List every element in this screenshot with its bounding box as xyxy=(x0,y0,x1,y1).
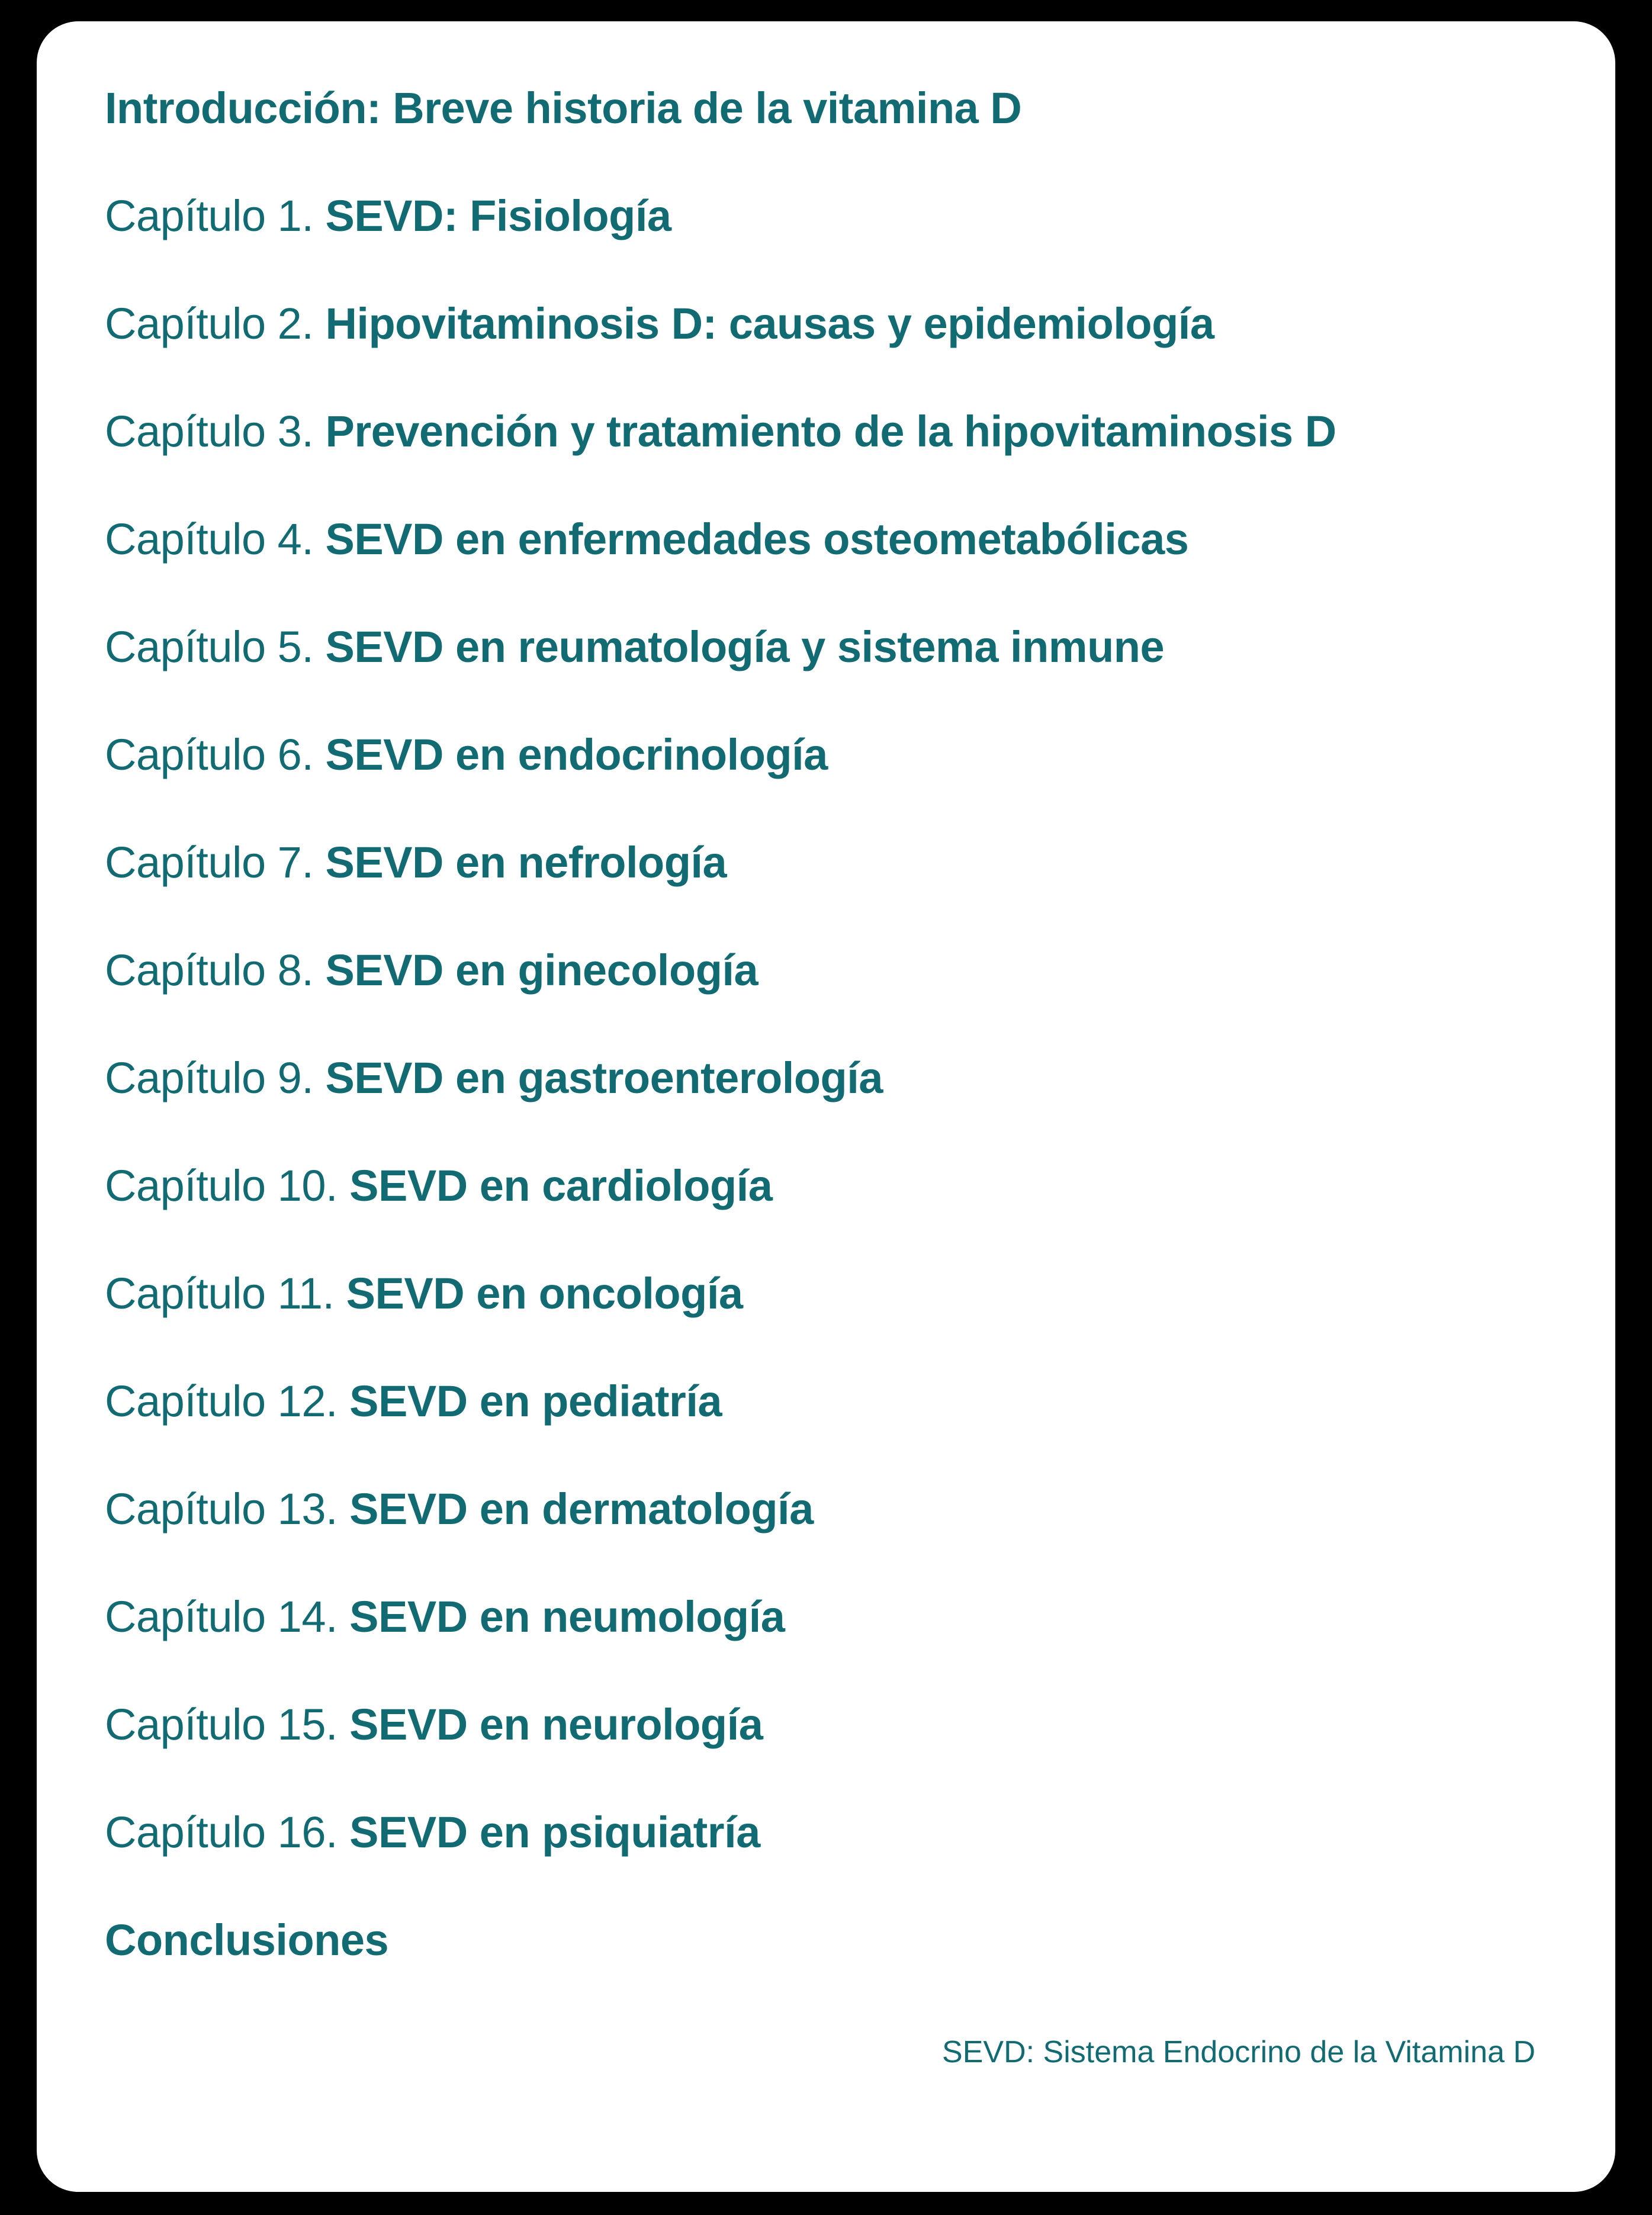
toc-item[interactable] xyxy=(105,730,1580,779)
toc-item[interactable] xyxy=(105,1808,1580,1857)
footnote-abbreviation: SEVD: Sistema Endocrino de la Vitamina D xyxy=(942,2035,1535,2069)
toc-item-title: SEVD en dermatología xyxy=(338,1484,814,1534)
toc-item-title: Prevención y tratamiento de la hipovitaminosis D xyxy=(313,407,1336,456)
toc-item[interactable] xyxy=(105,191,1580,240)
toc-item-title: SEVD en neumología xyxy=(338,1592,785,1641)
toc-item-lead: Capítulo 8. xyxy=(105,946,314,995)
toc-item-lead: Capítulo 6. xyxy=(105,730,314,779)
toc-item-lead: Capítulo 4. xyxy=(105,515,314,564)
toc-item-title: Breve historia de la vitamina D xyxy=(381,83,1022,133)
toc-item-lead: Capítulo 7. xyxy=(105,838,314,887)
toc-item-lead: Capítulo 15. xyxy=(105,1700,338,1749)
toc-item[interactable] xyxy=(105,838,1580,887)
toc-item-title: SEVD en ginecología xyxy=(313,946,758,995)
toc-item-title: SEVD en neurología xyxy=(338,1700,763,1749)
toc-item-title: SEVD en reumatología y sistema inmune xyxy=(313,622,1165,671)
toc-item-title: SEVD en gastroenterología xyxy=(313,1053,883,1102)
toc-item[interactable] xyxy=(105,83,1580,133)
toc-item-title: SEVD en cardiología xyxy=(338,1161,773,1210)
toc-item[interactable] xyxy=(105,946,1580,995)
toc-item[interactable] xyxy=(105,407,1580,456)
toc-item[interactable] xyxy=(105,1915,1580,1965)
toc-item[interactable] xyxy=(105,1269,1580,1318)
toc-item-title: SEVD en enfermedades osteometabólicas xyxy=(313,515,1189,564)
toc-item-lead: Capítulo 14. xyxy=(105,1592,338,1641)
toc-item-title: SEVD en pediatría xyxy=(338,1377,722,1426)
toc-item-lead: Conclusiones xyxy=(105,1915,389,1965)
toc-item[interactable] xyxy=(105,1592,1580,1641)
toc-item[interactable] xyxy=(105,515,1580,564)
toc-item[interactable] xyxy=(105,1161,1580,1210)
toc-item[interactable] xyxy=(105,1053,1580,1102)
toc-item[interactable] xyxy=(105,299,1580,348)
toc-item-lead: Capítulo 11. xyxy=(105,1269,335,1318)
toc-item-title: SEVD en oncología xyxy=(334,1269,743,1318)
toc-item-title: SEVD en psiquiatría xyxy=(338,1808,760,1857)
toc-item[interactable] xyxy=(105,1484,1580,1534)
toc-item-lead: Capítulo 2. xyxy=(105,299,314,348)
toc-item[interactable] xyxy=(105,1700,1580,1749)
slide-card xyxy=(37,21,1615,2192)
toc-item-title: SEVD en nefrología xyxy=(313,838,727,887)
toc-item-lead: Capítulo 3. xyxy=(105,407,314,456)
toc-item-lead: Capítulo 5. xyxy=(105,622,314,671)
toc-item[interactable] xyxy=(105,1377,1580,1426)
toc-item-lead: Capítulo 1. xyxy=(105,191,314,240)
toc-item-lead: Capítulo 12. xyxy=(105,1377,338,1426)
toc-item-lead: Capítulo 10. xyxy=(105,1161,338,1210)
toc-item-title: SEVD en endocrinología xyxy=(313,730,828,779)
toc-item-title: Hipovitaminosis D: causas y epidemiología xyxy=(313,299,1214,348)
toc-item-lead: Capítulo 9. xyxy=(105,1053,314,1102)
table-of-contents xyxy=(105,83,1580,2026)
toc-item-lead: Capítulo 16. xyxy=(105,1808,338,1857)
toc-item-lead: Capítulo 13. xyxy=(105,1484,338,1534)
toc-item-title: SEVD: Fisiología xyxy=(313,191,671,240)
toc-item[interactable] xyxy=(105,622,1580,671)
toc-item-lead: Introducción: xyxy=(105,83,381,133)
